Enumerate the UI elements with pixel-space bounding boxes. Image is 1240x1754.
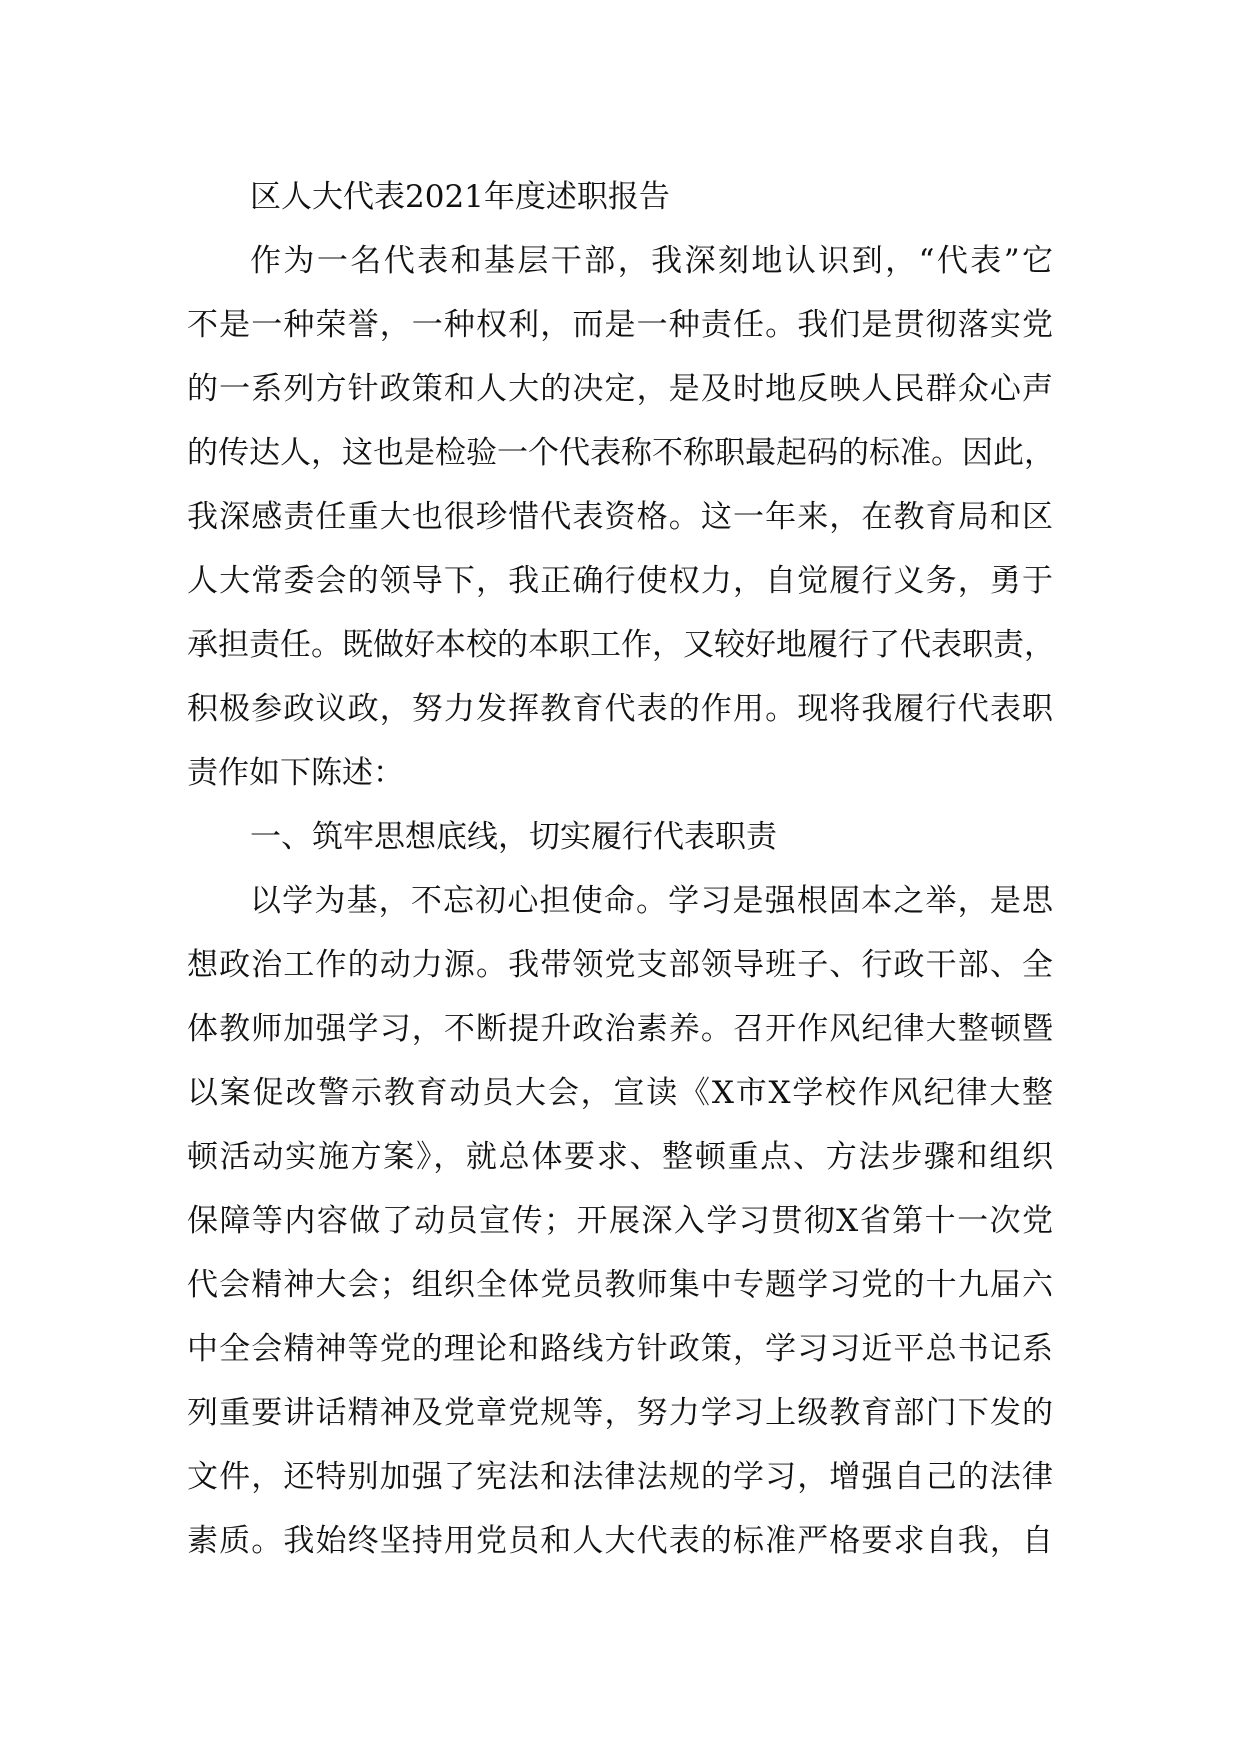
paragraph-line: 积极参政议政，努力发挥教育代表的作用。现将我履行代表职 [187,691,1053,727]
paragraph-line: 的一系列方针政策和人大的决定，是及时地反映人民群众心声 [187,371,1053,407]
report-title: 区人大代表2021年度述职报告 [250,179,670,215]
paragraph-line: 以案促改警示教育动员大会，宣读《X市X学校作风纪律大整 [187,1075,1053,1111]
paragraph-line: 我深感责任重大也很珍惜代表资格。这一年来，在教育局和区 [187,499,1053,535]
paragraph-line: 不是一种荣誉，一种权利，而是一种责任。我们是贯彻落实党 [187,307,1053,343]
paragraph-line: 责作如下陈述： [187,755,404,791]
paragraph-line: 素质。我始终坚持用党员和人大代表的标准严格要求自我，自 [187,1523,1053,1559]
paragraph-line: 列重要讲话精神及党章党规等，努力学习上级教育部门下发的 [187,1395,1053,1431]
document-body [187,165,1053,1573]
paragraph-line: 想政治工作的动力源。我带领党支部领导班子、行政干部、全 [187,947,1053,983]
paragraph-line: 的传达人，这也是检验一个代表称不称职最起码的标准。因此， [187,435,1055,471]
paragraph-line: 作为一名代表和基层干部，我深刻地认识到，“代表”它 [250,243,1053,279]
paragraph-line: 代会精神大会；组织全体党员教师集中专题学习党的十九届六 [187,1267,1053,1303]
paragraph-line: 人大常委会的领导下，我正确行使权力，自觉履行义务，勇于 [187,563,1053,599]
paragraph-line: 中全会精神等党的理论和路线方针政策，学习习近平总书记系 [187,1331,1053,1367]
paragraph-line: 保障等内容做了动员宣传；开展深入学习贯彻X省第十一次党 [187,1203,1053,1239]
paragraph-line: 体教师加强学习，不断提升政治素养。召开作风纪律大整顿暨 [187,1011,1053,1047]
paragraph-line: 顿活动实施方案》，就总体要求、整顿重点、方法步骤和组织 [187,1139,1053,1175]
section-heading: 一、筑牢思想底线，切实履行代表职责 [250,819,777,855]
paragraph-line: 以学为基，不忘初心担使命。学习是强根固本之举，是思 [250,883,1053,919]
paragraph-line: 文件，还特别加强了宪法和法律法规的学习，增强自己的法律 [187,1459,1053,1495]
paragraph-line: 承担责任。既做好本校的本职工作，又较好地履行了代表职责， [187,627,1055,663]
